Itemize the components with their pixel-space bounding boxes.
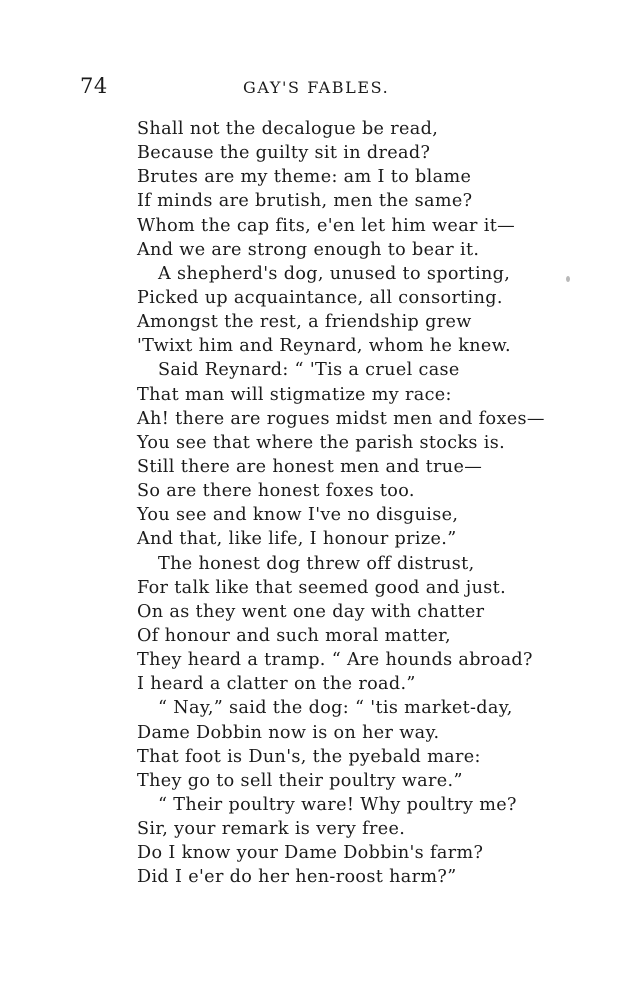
- poem-line: 'Twixt him and Reynard, whom he knew.: [137, 336, 511, 357]
- poem-line: Do I know your Dame Dobbin's farm?: [137, 843, 484, 864]
- poem-line: You see and know I've no disguise,: [137, 505, 459, 526]
- poem-line: I heard a clatter on the road.”: [137, 674, 416, 695]
- poem-line: Dame Dobbin now is on her way.: [137, 722, 440, 743]
- poem-line: On as they went one day with chatter: [137, 601, 485, 622]
- poem-line: Whom the cap fits, e'en let him wear it—: [137, 215, 516, 236]
- poem-line: And that, like life, I honour prize.”: [137, 529, 457, 550]
- poem-line: A shepherd's dog, unused to sporting,: [158, 263, 511, 284]
- poem-line: “ Their poultry ware! Why poultry me?: [158, 794, 517, 815]
- poem-line: Amongst the rest, a friendship grew: [137, 312, 472, 333]
- poem-line: “ Nay,” said the dog: “ 'tis market-day,: [158, 698, 513, 719]
- poem-line: Of honour and such moral matter,: [137, 625, 451, 646]
- poem-line: They go to sell their poultry ware.”: [137, 770, 463, 791]
- page-number: 74: [80, 74, 108, 98]
- poem-text: [137, 117, 597, 890]
- running-head: GAY'S FABLES.: [243, 78, 390, 97]
- poem-line: Shall not the decalogue be read,: [137, 119, 439, 139]
- poem-line: And we are strong enough to bear it.: [137, 239, 480, 260]
- poem-line: Brutes are my theme: am I to blame: [137, 167, 472, 188]
- poem-line: That man will stigmatize my race:: [137, 384, 452, 405]
- poem-line: Still there are honest men and true—: [137, 456, 483, 477]
- poem-line: Did I e'er do her hen-roost harm?”: [137, 867, 457, 888]
- poem-line: If minds are brutish, men the same?: [137, 191, 473, 212]
- poem-line: You see that where the parish stocks is.: [137, 432, 506, 453]
- poem-line: Sir, your remark is very free.: [137, 819, 406, 840]
- poem-line: They heard a tramp. “ Are hounds abroad?: [137, 650, 533, 671]
- poem-line: Ah! there are rogues midst men and foxes—: [137, 408, 545, 429]
- poem-line: That foot is Dun's, the pyebald mare:: [137, 746, 481, 767]
- poem-line: So are there honest foxes too.: [137, 481, 415, 502]
- paper-speck: [566, 276, 570, 282]
- poem-line: Because the guilty sit in dread?: [137, 143, 431, 164]
- poem-line: Picked up acquaintance, all consorting.: [137, 287, 503, 308]
- poem-line: Said Reynard: “ 'Tis a cruel case: [158, 360, 460, 381]
- poem-line: The honest dog threw off distrust,: [158, 553, 475, 574]
- poem-line: For talk like that seemed good and just.: [137, 577, 507, 598]
